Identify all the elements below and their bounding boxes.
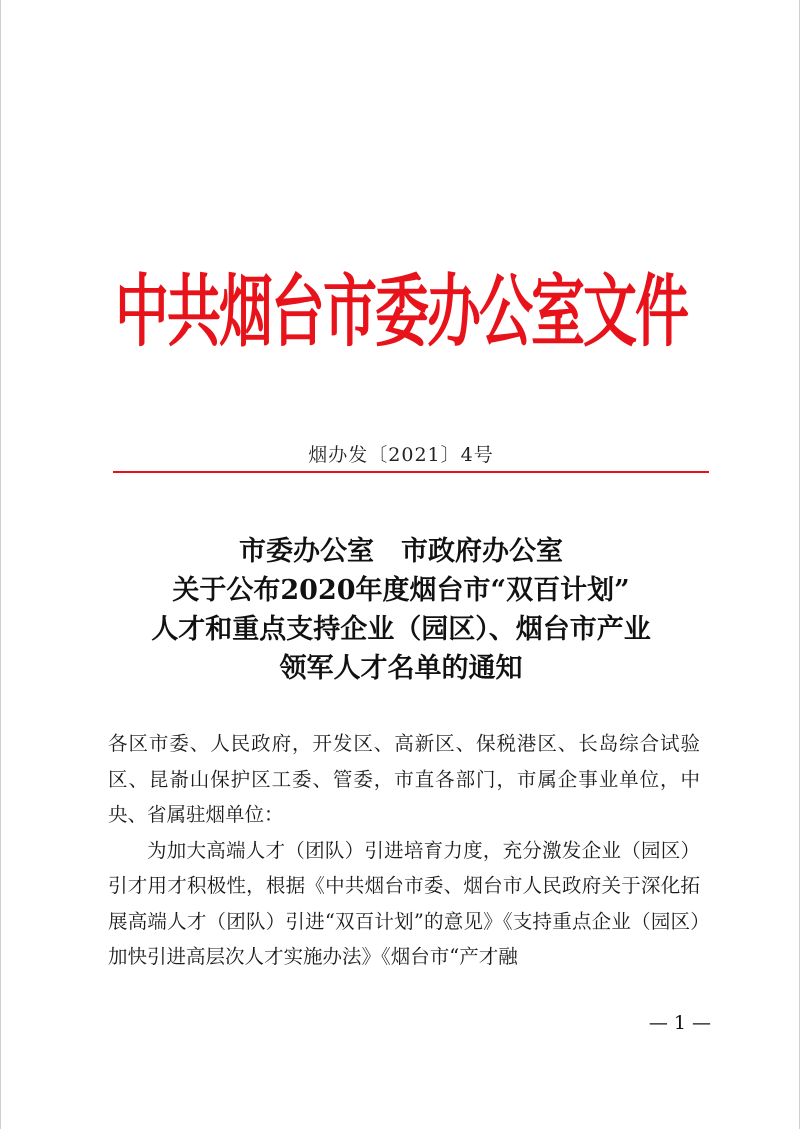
notice-title	[1, 532, 800, 688]
masthead-title: 中共烟台市委办公室文件	[115, 264, 687, 358]
red-divider-rule	[113, 471, 709, 473]
recipients-paragraph: 各区市委、人民政府，开发区、高新区、保税港区、长岛综合试验区、昆嵛山保护区工委、管委，市直各部门，市属企事业单位，中央、省属驻烟单位：	[108, 732, 700, 826]
page-number: — 1 —	[648, 1012, 711, 1034]
title-line-3: 人才和重点支持企业（园区）、烟台市产业	[151, 614, 651, 645]
title-line-2: 关于公布2020年度烟台市“双百计划”	[172, 575, 630, 606]
title-line-1: 市委办公室 市政府办公室	[239, 536, 563, 567]
document-body	[108, 726, 700, 975]
title-line-4: 领军人才名单的通知	[279, 653, 523, 684]
document-number: 烟办发〔2021〕4号	[308, 444, 494, 466]
body-paragraph-1: 为加大高端人才（团队）引进培育力度，充分激发企业（园区）引才用才积极性，根据《中共烟台市委、烟台市人民政府关于深化拓展高端人才（团队）引进“双百计划”的意见》《支持重点企业（园区）加快引进高层次人才实施办法》《烟台市“产才融	[108, 838, 700, 968]
